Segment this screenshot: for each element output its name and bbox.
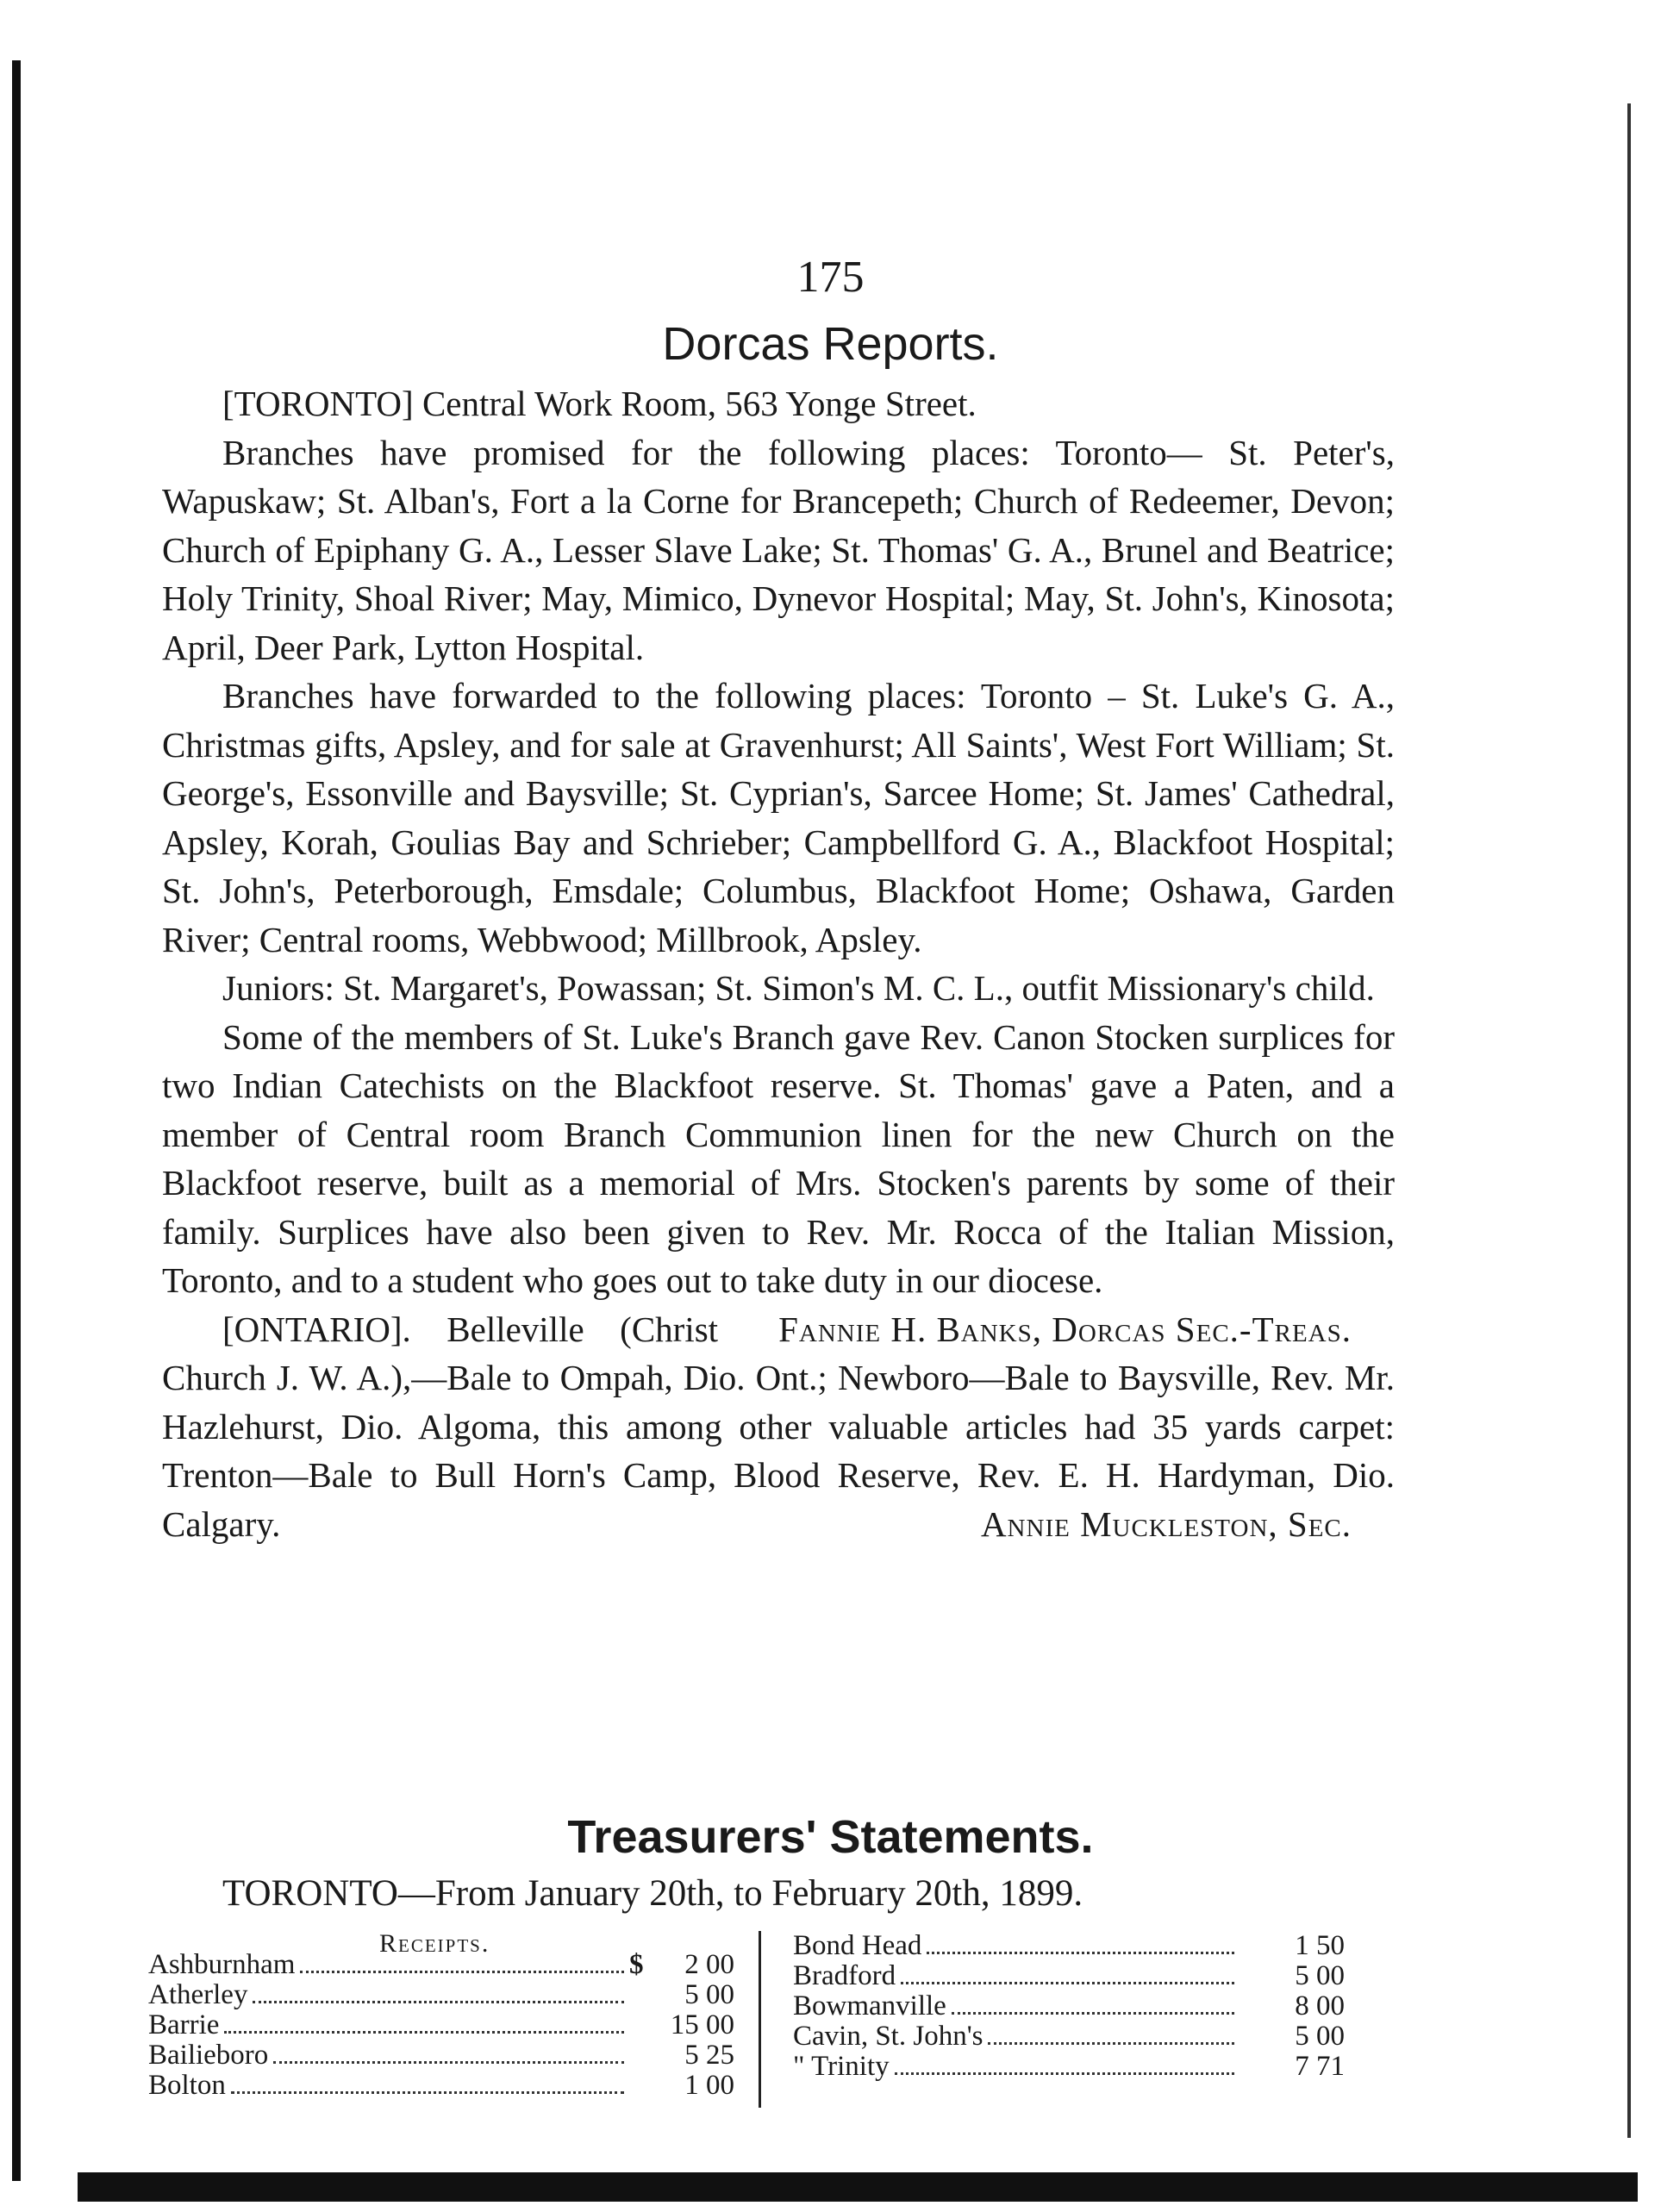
ledger-row xyxy=(148,1950,734,1980)
ledger-entry-amount: 5 00 xyxy=(684,1979,734,2010)
ledger-entry-amount: 2 00 xyxy=(684,1949,734,1980)
receipts-ledger-left xyxy=(148,1950,734,2101)
leader-dots xyxy=(300,1971,624,1973)
toronto-members-paragraph xyxy=(162,1013,1395,1349)
ontario-signature: Annie Muckleston, Sec. xyxy=(980,1503,1352,1544)
page-number: 175 xyxy=(796,253,865,302)
statement-period: TORONTO—From January 20th, to February 20th, 1899. xyxy=(222,1873,1083,1914)
receipts-label: Receipts. xyxy=(379,1929,490,1958)
toronto-forwarded-paragraph: Branches have forwarded to the following places: Toronto – St. Luke's G. A., Christmas gifts, Apsley, and for sale at Gravenhurst; All Saints', West Fort William; St. George's, Essonville and Baysville; St. Cyprian's, Sarcee Home; St. James' Cathedral, Apsley, Korah, Goulias Bay and Schrieber; Campbellford G. A., Blackfoot Hospital; St. John's, Peterborough, Emsdale; Columbus, Blackfoot Home; Oshawa, Garden River; Central rooms, Webbwood; Millbrook, Apsley. xyxy=(162,676,1395,959)
bottom-margin-rule xyxy=(78,2172,1638,2202)
toronto-members-text: Some of the members of St. Luke's Branch gave Rev. Canon Stocken surplices for two Indian Catechists on the Blackfoot reserve. St. Thomas' gave a Paten, and a member of Central room Branch Communion linen for the new Church on the Blackfoot reserve, built as a memorial of Mrs. Stocken's parents by some of their family. Surplices have also been given to Rev. Mr. Rocca of the Italian Mission, Toronto, and to a student who goes out to take duty in our diocese. xyxy=(162,1016,1395,1300)
dollar-sign: $ xyxy=(629,1949,644,1980)
ledger-row xyxy=(793,1931,1345,1961)
ledger-entry-name: Cavin, St. John's xyxy=(793,2021,983,2052)
ledger-row xyxy=(148,2010,734,2040)
ledger-entry-name: Bailieboro xyxy=(148,2040,269,2071)
dorcas-reports-heading: Dorcas Reports. xyxy=(662,318,999,370)
receipts-ledger-right xyxy=(793,1931,1345,2082)
leader-dots xyxy=(273,2061,624,2064)
ledger-row xyxy=(793,2052,1345,2082)
toronto-signature: Fannie H. Banks, Dorcas Sec.-Treas. xyxy=(778,1309,1352,1349)
ledger-entry-amount: 8 00 xyxy=(1295,1990,1345,2021)
treasurers-statements-heading: Treasurers' Statements. xyxy=(567,1811,1094,1863)
ledger-entry-name: Ashburnham xyxy=(148,1949,296,1980)
ledger-row xyxy=(148,2040,734,2071)
ledger-entry-name: Atherley xyxy=(148,1979,248,2010)
leader-dots xyxy=(231,2091,624,2094)
toronto-juniors-paragraph: Juniors: St. Margaret's, Powassan; St. Simon's M. C. L., outfit Missionary's child. xyxy=(222,968,1375,1008)
leader-dots xyxy=(224,2031,624,2034)
ledger-entry-name: Bowmanville xyxy=(793,1990,946,2021)
leader-dots xyxy=(253,2001,624,2003)
ledger-row xyxy=(793,1991,1345,2021)
leader-dots xyxy=(988,2042,1234,2045)
leader-dots xyxy=(901,1982,1234,1984)
ledger-entry-name: Bond Head xyxy=(793,1930,922,1961)
ledger-row xyxy=(148,1980,734,2010)
ledger-entry-amount: 5 25 xyxy=(684,2040,734,2071)
ledger-entry-amount: 1 50 xyxy=(1295,1930,1345,1961)
ledger-entry-amount: 5 00 xyxy=(1295,2021,1345,2052)
toronto-promised-paragraph: Branches have promised for the following places: Toronto— St. Peter's, Wapuskaw; St. Alban's, Fort a la Corne for Brancepeth; Church of Redeemer, Devon; Church of Epiphany G. A., Lesser Slave Lake; St. Thomas' G. A., Brunel and Beatrice; Holy Trinity, Shoal River; May, Mimico, Dynevor Hospital; May, St. John's, Kinosota; April, Deer Park, Lytton Hospital. xyxy=(162,432,1395,667)
ledger-row xyxy=(148,2071,734,2101)
leader-dots xyxy=(952,2012,1234,2015)
ledger-entry-name: Bradford xyxy=(793,1960,896,1991)
ledger-row xyxy=(793,2021,1345,2052)
dorcas-reports-body xyxy=(162,379,1395,1548)
toronto-work-room-line: [TORONTO] Central Work Room, 563 Yonge Street. xyxy=(222,384,977,423)
ledger-column-divider xyxy=(759,1931,761,2108)
leader-dots xyxy=(927,1952,1234,1954)
ledger-row xyxy=(793,1961,1345,1991)
ledger-entry-name: " Trinity xyxy=(793,2051,890,2082)
ledger-entry-amount: 5 00 xyxy=(1295,1960,1345,1991)
ledger-entry-amount: 7 71 xyxy=(1295,2051,1345,2082)
ledger-entry-amount: 15 00 xyxy=(670,2009,734,2040)
ledger-entry-amount: 1 00 xyxy=(684,2070,734,2101)
ledger-entry-name: Barrie xyxy=(148,2009,220,2040)
ledger-entry-name: Bolton xyxy=(148,2070,226,2101)
leader-dots xyxy=(895,2072,1234,2075)
ontario-text: [ONTARIO]. Belleville (Christ Church J. W. A.),—Bale to Ompah, Dio. Ont.; Newboro—Bale to Baysville, Rev. Mr. Hazlehurst, Dio. Algoma, this among other valuable articles had 35 yards carpet: Trenton—Bale to Bull Horn's Camp, Blood Reserve, Rev. E. H. Hardyman, Dio. Calgary. xyxy=(162,1309,1395,1544)
